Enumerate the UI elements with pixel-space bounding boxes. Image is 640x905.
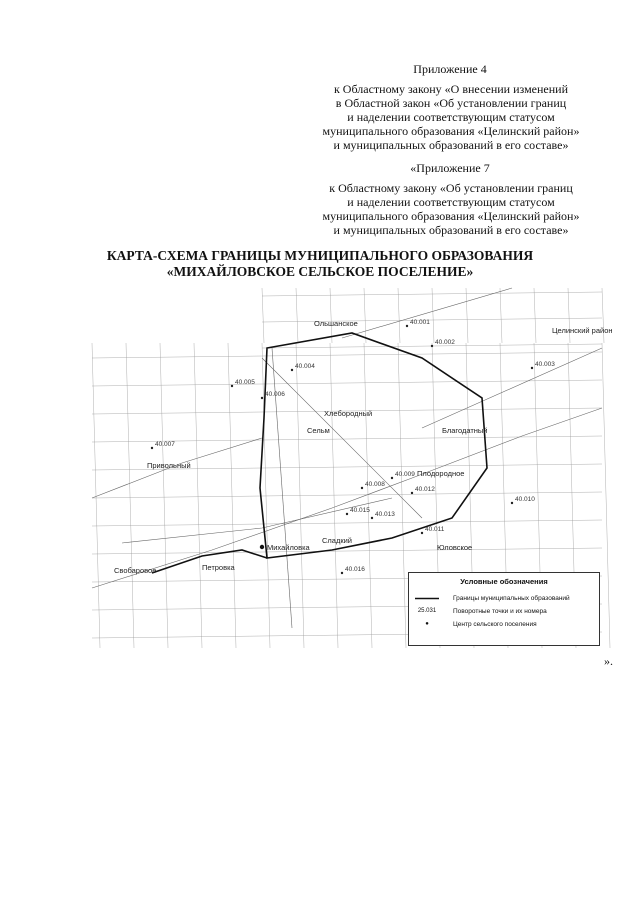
turning-point-label: 40.001 [410, 319, 430, 326]
grid-line [466, 288, 468, 343]
turning-point-symbol: 25.031 [417, 608, 437, 614]
place-label: Благодатный [442, 426, 488, 435]
appendix-7-body [296, 181, 606, 237]
place-label: Привольный [147, 461, 191, 470]
grid-line [602, 343, 610, 648]
appendix-7-line: муниципального образования «Целинский район» [322, 209, 580, 223]
turning-point-marker [151, 447, 153, 449]
legend-item-points [413, 606, 597, 617]
appendix-4-heading [300, 62, 600, 76]
turning-point-marker [261, 397, 263, 399]
grid-line [296, 288, 298, 343]
turning-point-marker [346, 513, 348, 515]
road-line [342, 288, 512, 338]
appendix-4-line: муниципального образования «Целинский район» [322, 124, 580, 138]
place-label: Юловское [437, 543, 473, 552]
road-line [422, 348, 602, 428]
place-label: Михайловка [267, 543, 310, 552]
legend-title: Условные обозначения [460, 577, 548, 586]
place-label: Плодородное [417, 469, 465, 478]
turning-point-marker [341, 572, 343, 574]
legend-item-boundary [413, 593, 597, 604]
document-title-line-1: КАРТА-СХЕМА ГРАНИЦЫ МУНИЦИПАЛЬНОГО ОБРАЗОВАНИЯ [106, 248, 534, 263]
legend-item-center [413, 619, 597, 630]
grid-line [126, 343, 134, 648]
settlement-boundary [152, 333, 487, 573]
turning-point-label: 40.002 [435, 339, 455, 346]
grid-line [534, 288, 536, 343]
road-line [272, 348, 292, 628]
road-line [262, 358, 422, 518]
place-label: Сельм [307, 426, 330, 435]
document-title-line-2: «МИХАЙЛОВСКОЕ СЕЛЬСКОЕ ПОСЕЛЕНИЕ» [166, 264, 474, 279]
closing-quote: ». [604, 654, 613, 668]
turning-point-marker [421, 532, 423, 534]
turning-point-marker [406, 325, 408, 327]
appendix-7-title: «Приложение 7 [410, 161, 490, 175]
legend-label: Границы муниципальных образований [453, 595, 570, 602]
map-legend [408, 572, 600, 646]
place-label: Хлебородный [324, 409, 373, 418]
turning-point-label: 40.007 [155, 441, 175, 448]
turning-point-label: 40.004 [295, 363, 315, 370]
grid-line [432, 288, 434, 343]
grid-line [262, 288, 264, 343]
turning-point-marker [531, 367, 533, 369]
appendix-7-line: и наделении соответствующим статусом [347, 195, 555, 209]
grid-line [92, 548, 602, 554]
appendix-4-body [296, 82, 606, 152]
turning-point-marker [391, 477, 393, 479]
grid-line [262, 318, 602, 322]
appendix-7-heading [300, 161, 600, 175]
turning-point-label: 40.008 [365, 481, 385, 488]
appendix-7-line: и муниципальных образований в его составе» [333, 223, 569, 237]
appendix-4-line: и муниципальных образований в его составе» [333, 138, 569, 152]
place-label: Сладкий [322, 536, 352, 545]
grid-line [92, 352, 602, 358]
grid-line [500, 288, 502, 343]
grid-line [398, 288, 400, 343]
turning-point-marker [511, 502, 513, 504]
turning-point-label: 40.016 [345, 566, 365, 573]
place-labels [114, 319, 613, 575]
turning-point-label: 40.010 [515, 496, 535, 503]
turning-point-label: 40.012 [415, 486, 435, 493]
turning-point-label: 40.003 [535, 361, 555, 368]
settlement-center-icon: ● [425, 621, 429, 627]
appendix-4-line: к Областному закону «О внесении изменений [333, 82, 569, 96]
place-label: Целинский район [552, 326, 613, 335]
appendix-4-line: и наделении соответствующим статусом [347, 110, 555, 124]
settlement-center-marker [260, 545, 264, 549]
turning-point-marker [431, 345, 433, 347]
appendix-4-line: в Областной закон «Об установлении границ [335, 96, 567, 110]
boundary-line-icon [413, 593, 441, 604]
legend-label: Поворотные точки и их номера [453, 608, 547, 615]
turning-point-label: 40.005 [235, 379, 255, 386]
grid-line [364, 288, 366, 343]
place-label: Ольшанское [314, 319, 358, 328]
grid-line [330, 288, 332, 343]
turning-point-marker [361, 487, 363, 489]
grid-line [92, 380, 602, 386]
turning-point-label: 40.015 [350, 507, 370, 514]
turning-point-label: 40.011 [425, 526, 445, 533]
turning-point-marker [411, 492, 413, 494]
place-label: Свобаровое [114, 566, 157, 575]
grid-line [194, 343, 202, 648]
turning-point-label: 40.009 [395, 471, 415, 478]
appendix-4-title: Приложение 4 [413, 62, 487, 76]
grid-line [92, 520, 602, 526]
turning-point-marker [231, 385, 233, 387]
grid-line [228, 343, 236, 648]
document-title [60, 248, 580, 280]
turning-point-label: 40.006 [265, 391, 285, 398]
turning-point-marker [371, 517, 373, 519]
appendix-7-line: к Областному закону «Об установлении границ [329, 181, 573, 195]
legend-label: Центр сельского поселения [453, 621, 537, 628]
turning-point-marker [291, 369, 293, 371]
grid-line [160, 343, 168, 648]
turning-point-label: 40.013 [375, 511, 395, 518]
grid-line [330, 343, 338, 648]
place-label: Петровка [202, 563, 235, 572]
